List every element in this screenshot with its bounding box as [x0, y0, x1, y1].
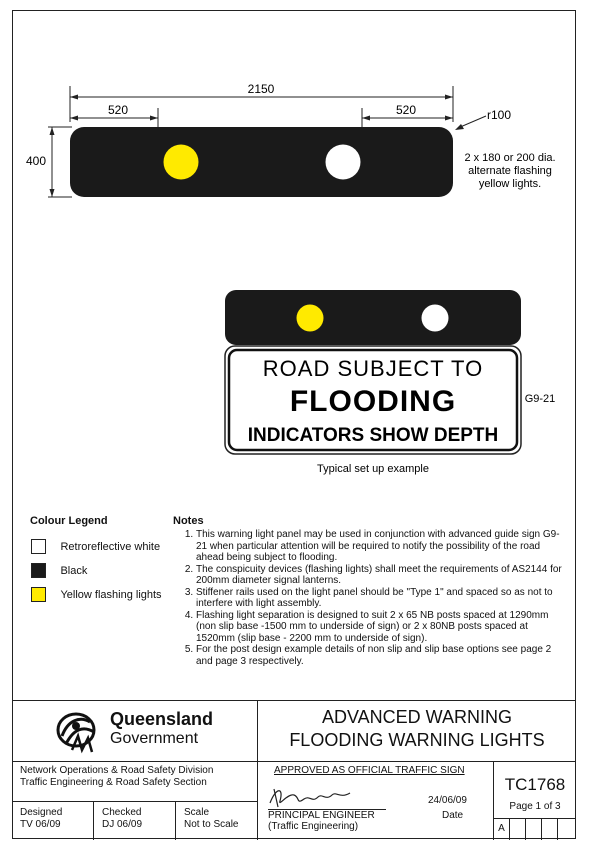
setup-example	[0, 280, 590, 480]
legend-label-white: Retroreflective white	[60, 540, 161, 553]
approved-text: APPROVED AS OFFICIAL TRAFFIC SIGN	[274, 765, 465, 776]
checked-cell	[94, 802, 176, 840]
scale-cell	[176, 802, 258, 840]
sign-code: G9-21	[524, 393, 556, 405]
logo-government: Government	[110, 730, 199, 747]
drawing-number-cell	[494, 761, 576, 840]
logo-queensland: Queensland	[110, 709, 214, 729]
approval-date: 24/06/09	[428, 795, 467, 806]
legend-swatch-white	[31, 539, 46, 554]
division-line2: Traffic Engineering & Road Safety Section	[20, 777, 207, 788]
division-line1: Network Operations & Road Safety Division	[20, 765, 214, 776]
sign-line3: INDICATORS SHOW DEPTH	[247, 425, 499, 446]
division-cell	[12, 761, 258, 802]
approval-cell	[258, 761, 494, 840]
sign-line2: FLOODING	[289, 385, 457, 418]
drawing-title-line1: ADVANCED WARNING	[321, 707, 512, 727]
sign-line1: ROAD SUBJECT TO	[262, 356, 484, 381]
setup-caption: Typical set up example	[317, 463, 429, 475]
light-note-line3: yellow lights.	[478, 178, 542, 190]
legend-item-yellow	[31, 586, 162, 604]
page-number: Page 1 of 3	[509, 801, 561, 812]
legend-item-black	[31, 562, 87, 580]
date-label: Date	[442, 810, 464, 821]
engineer-line1: PRINCIPAL ENGINEER	[268, 810, 375, 821]
radius-label: r100	[487, 108, 512, 122]
checked-label: Checked	[102, 807, 142, 818]
scale-value: Not to Scale	[184, 819, 239, 830]
yellow-light-left	[164, 145, 199, 180]
legend-item-white	[31, 538, 160, 556]
drawing-number: TC1768	[504, 775, 566, 794]
setup-light-panel	[225, 290, 521, 345]
logo-cell	[12, 701, 258, 761]
white-light-right	[326, 145, 361, 180]
height-label: 400	[25, 154, 47, 168]
designed-value: TV 06/09	[20, 819, 61, 830]
colour-legend-title: Colour Legend	[30, 515, 108, 527]
setup-yellow-light	[297, 305, 324, 332]
designed-label: Designed	[20, 807, 63, 818]
light-note-line1: 2 x 180 or 200 dia.	[464, 152, 556, 164]
queensland-crest-icon	[52, 706, 108, 758]
revision-box-2	[510, 818, 526, 840]
light-note-line2: alternate flashing	[468, 165, 552, 177]
right-offset-label: 520	[395, 103, 417, 117]
revision-letter: A	[494, 818, 510, 840]
panel-drawing	[0, 0, 590, 300]
note-item-4: 4. Flashing light separation is designed to suit 2 x 65 NB posts spaced at 1290mm (non slip base -1500 mm to underside of sign) or 2 x 80NB posts spaced at 1520mm (slip base - 2200 mm to underside of sign).	[196, 610, 565, 645]
revision-box-3	[526, 818, 542, 840]
notes-list	[180, 529, 565, 667]
revision-box-4	[542, 818, 558, 840]
legend-label-yellow: Yellow flashing lights	[60, 588, 162, 601]
left-offset-label: 520	[107, 103, 129, 117]
checked-value: DJ 06/09	[102, 819, 143, 830]
legend-label-black: Black	[60, 564, 88, 577]
setup-white-light	[422, 305, 449, 332]
title-block	[12, 700, 576, 839]
title-cell	[258, 701, 576, 761]
engineer-line2: (Traffic Engineering)	[268, 821, 359, 832]
engineer-signature-icon	[266, 783, 356, 811]
note-item-2: 2. The conspicuity devices (flashing lights) shall meet the requirements of AS2144 for 200mm diameter signal lanterns.	[196, 564, 565, 587]
scale-label: Scale	[184, 807, 210, 818]
note-item-5: 5. For the post design example details of non slip and slip base options see page 2 and page 3 respectively.	[196, 644, 565, 667]
designed-cell	[12, 802, 94, 840]
notes-title: Notes	[173, 515, 204, 527]
legend-swatch-yellow	[31, 587, 46, 602]
overall-width-label: 2150	[247, 82, 275, 96]
note-item-1: 1. This warning light panel may be used in conjunction with advanced guide sign G9-21 when particular attention will be required to notify the possibility of the road ahead being subject to flooding.	[196, 529, 565, 564]
engineer-title	[268, 810, 375, 832]
legend-swatch-black	[31, 563, 46, 578]
drawing-title-line2: FLOODING WARNING LIGHTS	[289, 730, 545, 750]
light-panel	[70, 127, 453, 197]
note-item-3: 3. Stiffener rails used on the light panel should be "Type 1" and spaced so as not to interfere with light assembly.	[196, 587, 565, 610]
